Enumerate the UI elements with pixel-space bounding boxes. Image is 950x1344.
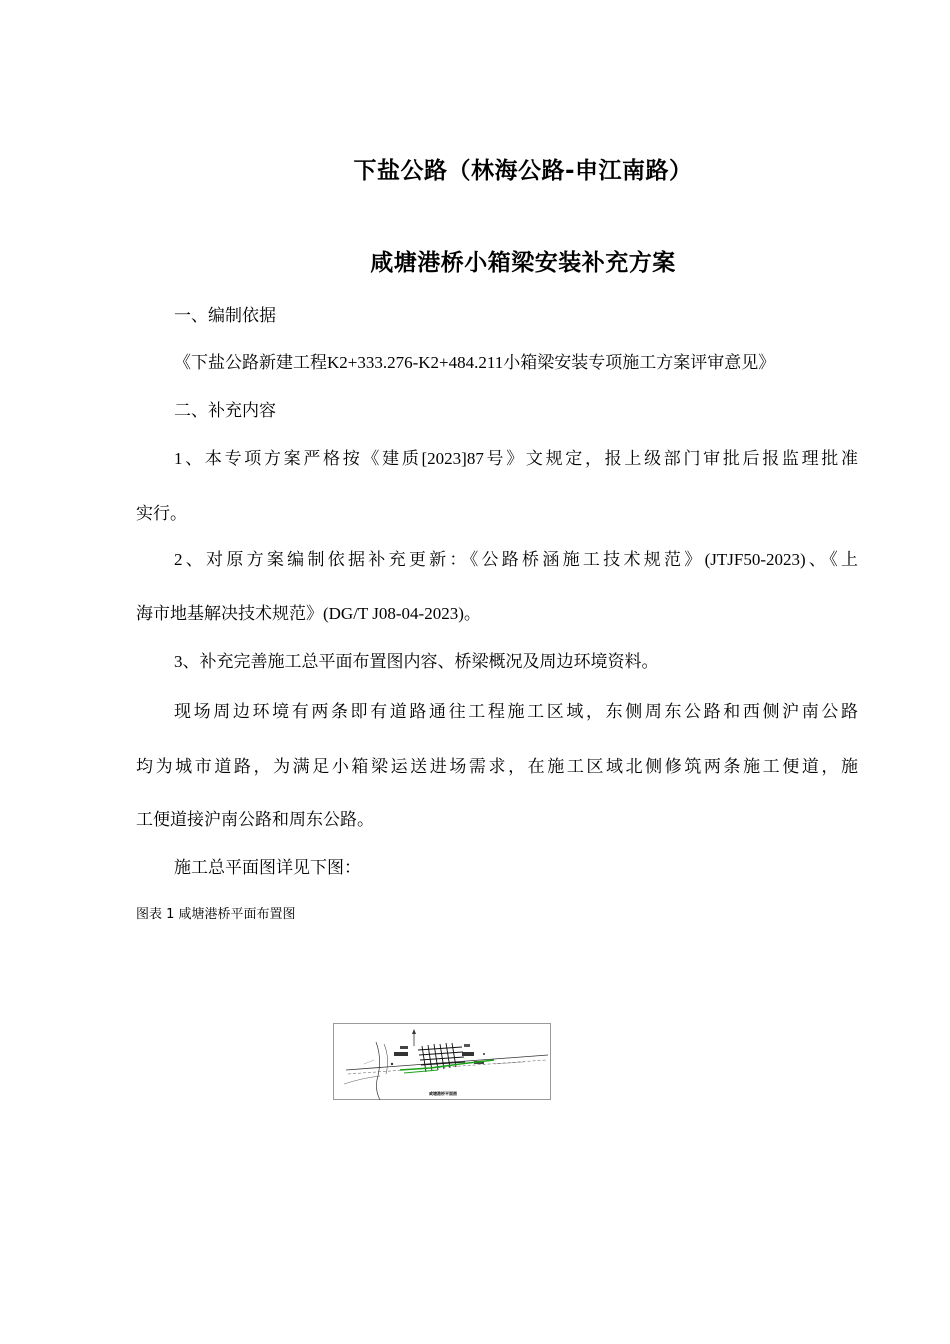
section1-heading: 一、编制依据: [174, 306, 276, 325]
environment-line1: 现场周边环境有两条即有道路通往工程施工区域，东侧周东公路和西侧沪南公路: [174, 702, 858, 721]
document-title-line1: 下盐公路（林海公路-申江南路）: [353, 158, 693, 184]
site-plan-label: 咸塘港桥平面图: [429, 1091, 457, 1096]
item3-text: 3、补充完善施工总平面布置图内容、桥梁概况及周边环境资料。: [174, 652, 659, 671]
site-plan-drawing: [334, 1024, 552, 1101]
item2-line1: 2、对原方案编制依据补充更新：《公路桥涵施工技术规范》(JTJF50-2023)、《上: [174, 550, 858, 569]
document-title-line2: 咸塘港桥小箱梁安装补充方案: [370, 250, 676, 276]
section1-text: 《下盐公路新建工程K2+333.276-K2+484.211小箱梁安装专项施工方案评审意见》: [174, 353, 776, 372]
item1-line1: 1、本专项方案严格按《建质[2023]87号》文规定，报上级部门审批后报监理批准: [174, 449, 858, 468]
item1-line2: 实行。: [136, 504, 187, 523]
item2-line2: 海市地基解决技术规范》(DG/T J08-04-2023)。: [136, 604, 481, 623]
figure-caption: 图表 1 咸塘港桥平面布置图: [136, 907, 296, 922]
environment-line3: 工便道接沪南公路和周东公路。: [136, 810, 374, 829]
site-plan-figure: [333, 1023, 551, 1100]
plan-note: 施工总平面图详见下图：: [174, 858, 361, 877]
section2-heading: 二、补充内容: [174, 401, 276, 420]
environment-line2: 均为城市道路，为满足小箱梁运送进场需求，在施工区域北侧修筑两条施工便道，施: [136, 757, 858, 776]
